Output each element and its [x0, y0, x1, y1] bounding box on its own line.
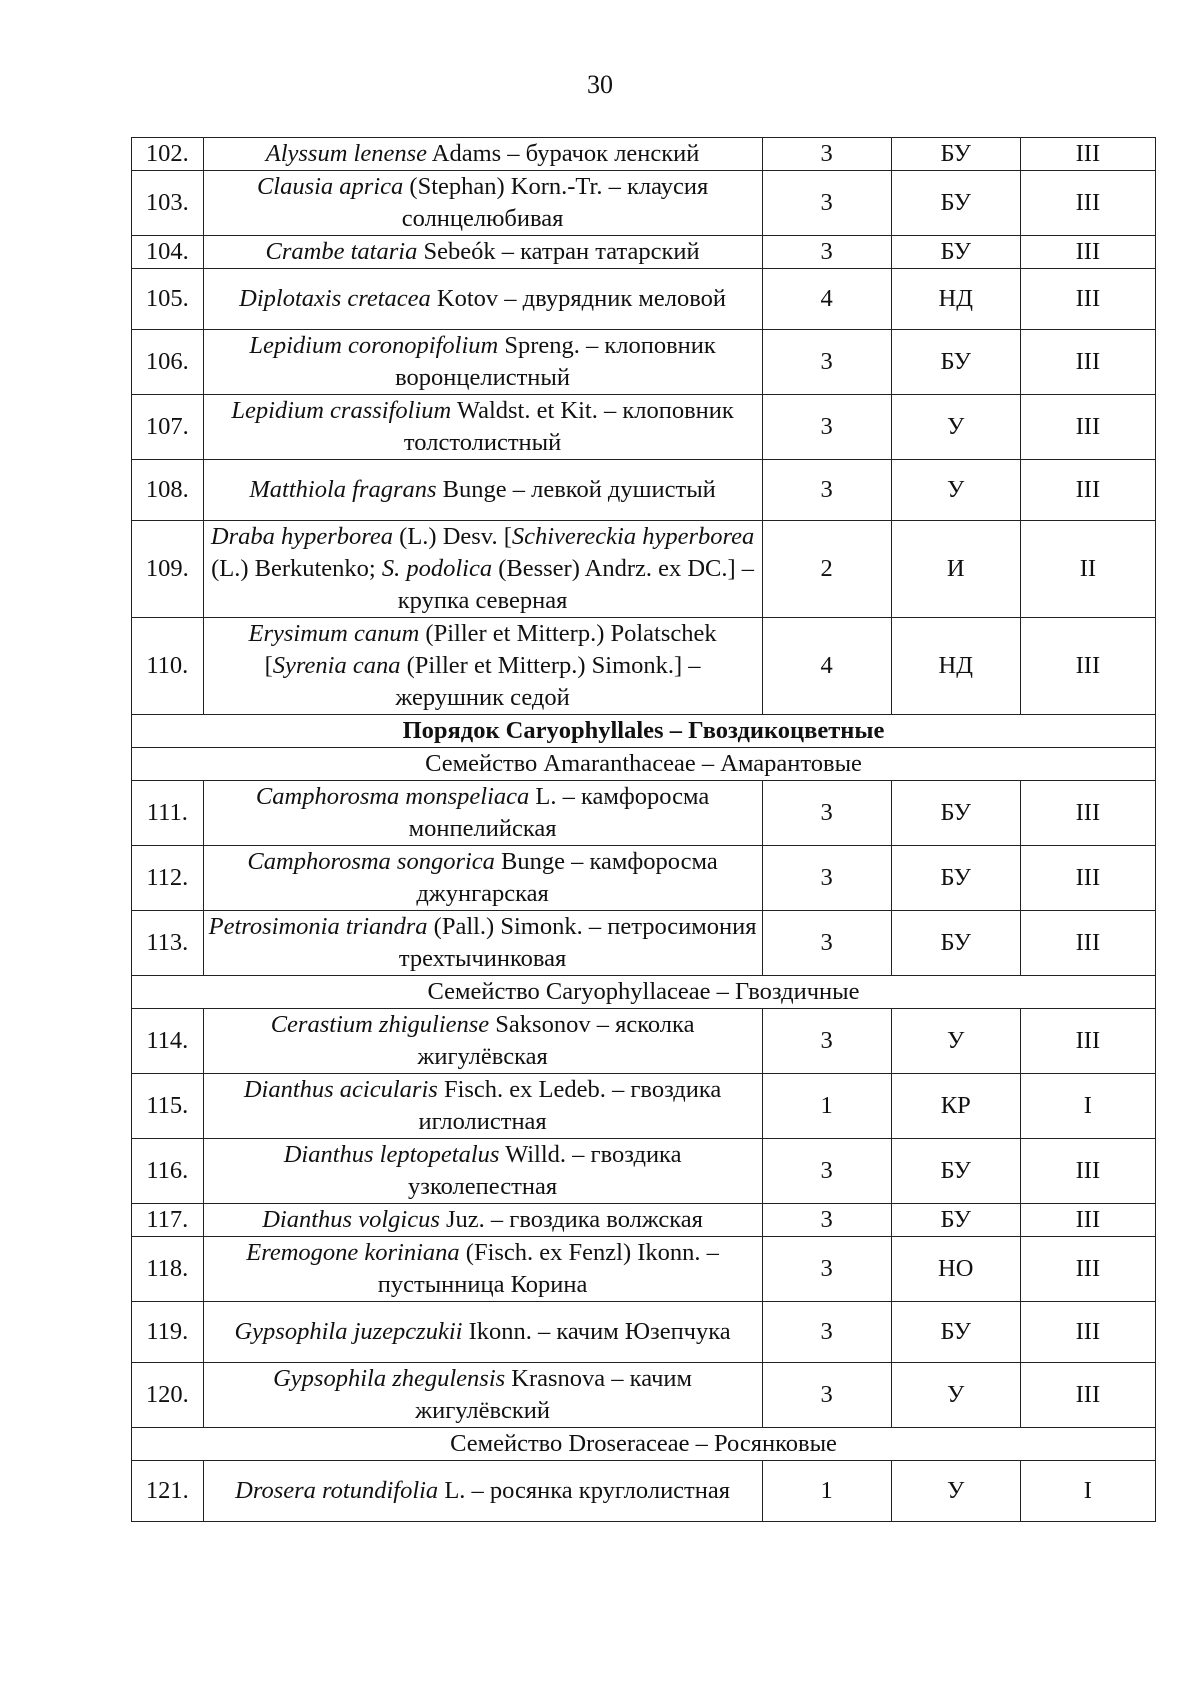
species-name: [203, 1074, 762, 1139]
row-number: 117.: [132, 1204, 204, 1237]
order-heading: Порядок Caryophyllales – Гвоздикоцветные: [132, 715, 1156, 748]
category-cell: 3: [762, 1009, 891, 1074]
priority-cell: III: [1020, 171, 1155, 236]
category-cell: 3: [762, 171, 891, 236]
row-number: 114.: [132, 1009, 204, 1074]
name-text: Willd. – гвоздика узколепестная: [408, 1141, 682, 1200]
status-cell: БУ: [891, 1302, 1020, 1363]
species-row: [132, 460, 1156, 521]
category-cell: 3: [762, 236, 891, 269]
row-number: 120.: [132, 1363, 204, 1428]
category-cell: 1: [762, 1074, 891, 1139]
priority-cell: III: [1020, 846, 1155, 911]
row-number: 110.: [132, 618, 204, 715]
species-name: [203, 171, 762, 236]
row-number: 116.: [132, 1139, 204, 1204]
row-number: 121.: [132, 1461, 204, 1522]
category-cell: 4: [762, 618, 891, 715]
name-text: (L.) Berkutenko;: [211, 555, 382, 582]
priority-cell: I: [1020, 1074, 1155, 1139]
category-cell: 3: [762, 138, 891, 171]
species-name: [203, 618, 762, 715]
name-text: Waldst. et Kit. – клоповник толстолистный: [403, 397, 734, 456]
name-text: L. – росянка круглолистная: [438, 1477, 731, 1504]
priority-cell: III: [1020, 781, 1155, 846]
status-cell: У: [891, 395, 1020, 460]
row-number: 109.: [132, 521, 204, 618]
species-table: [131, 137, 1156, 1522]
species-row: [132, 1074, 1156, 1139]
species-row: [132, 1237, 1156, 1302]
category-cell: 1: [762, 1461, 891, 1522]
priority-cell: III: [1020, 395, 1155, 460]
latin-name: Cerastium zhiguliense: [270, 1011, 490, 1038]
row-number: 111.: [132, 781, 204, 846]
status-cell: НД: [891, 269, 1020, 330]
row-number: 119.: [132, 1302, 204, 1363]
status-cell: БУ: [891, 330, 1020, 395]
species-row: [132, 618, 1156, 715]
species-name: [203, 1461, 762, 1522]
species-name: [203, 521, 762, 618]
row-number: 108.: [132, 460, 204, 521]
category-cell: 3: [762, 330, 891, 395]
status-cell: И: [891, 521, 1020, 618]
species-row: [132, 171, 1156, 236]
name-text: Krasnova – качим жигулёвский: [415, 1365, 693, 1424]
latin-name: Gypsophila zhegulensis: [273, 1365, 506, 1392]
latin-name: Lepidium crassifolium: [231, 397, 452, 424]
category-cell: 3: [762, 911, 891, 976]
species-name: [203, 1237, 762, 1302]
latin-name: Camphorosma monspeliaca: [255, 783, 530, 810]
latin-name: Gypsophila juzepczukii: [234, 1318, 463, 1345]
family-heading-row: [132, 748, 1156, 781]
row-number: 106.: [132, 330, 204, 395]
latin-name: Drosera rotundifolia: [235, 1477, 439, 1504]
category-cell: 4: [762, 269, 891, 330]
name-text: Sebeók – катран татарский: [417, 238, 700, 265]
species-name: [203, 1363, 762, 1428]
species-row: [132, 846, 1156, 911]
family-heading-row: [132, 976, 1156, 1009]
table-body: [132, 138, 1156, 1522]
name-text: Juz. – гвоздика волжская: [439, 1206, 703, 1233]
species-row: [132, 781, 1156, 846]
species-row: [132, 1302, 1156, 1363]
status-cell: КР: [891, 1074, 1020, 1139]
priority-cell: III: [1020, 330, 1155, 395]
species-name: [203, 269, 762, 330]
row-number: 113.: [132, 911, 204, 976]
latin-name: Eremogone koriniana: [246, 1239, 460, 1266]
priority-cell: III: [1020, 460, 1155, 521]
category-cell: 3: [762, 395, 891, 460]
latin-name: Schivereckia hyperborea: [511, 523, 755, 550]
row-number: 102.: [132, 138, 204, 171]
latin-name: Dianthus leptopetalus: [283, 1141, 500, 1168]
status-cell: БУ: [891, 171, 1020, 236]
priority-cell: III: [1020, 618, 1155, 715]
category-cell: 3: [762, 1363, 891, 1428]
status-cell: НД: [891, 618, 1020, 715]
status-cell: БУ: [891, 846, 1020, 911]
row-number: 104.: [132, 236, 204, 269]
name-text: (L.) Desv. [: [393, 523, 512, 550]
latin-name: S. podolica: [381, 555, 493, 582]
status-cell: БУ: [891, 1139, 1020, 1204]
priority-cell: I: [1020, 1461, 1155, 1522]
latin-name: Camphorosma songorica: [247, 848, 495, 875]
latin-name: Diplotaxis cretacea: [239, 285, 431, 312]
latin-name: Matthiola fragrans: [249, 476, 437, 503]
priority-cell: III: [1020, 1204, 1155, 1237]
name-text: Spreng. – клоповник воронцелистный: [395, 332, 716, 391]
latin-name: Dianthus volgicus: [262, 1206, 440, 1233]
species-name: [203, 1204, 762, 1237]
category-cell: 3: [762, 1237, 891, 1302]
species-name: [203, 138, 762, 171]
priority-cell: III: [1020, 1139, 1155, 1204]
priority-cell: II: [1020, 521, 1155, 618]
status-cell: У: [891, 1363, 1020, 1428]
species-row: [132, 1139, 1156, 1204]
category-cell: 3: [762, 781, 891, 846]
name-text: Bunge – камфоросма джунгарская: [416, 848, 718, 907]
species-name: [203, 1009, 762, 1074]
latin-name: Draba hyperborea: [210, 523, 394, 550]
latin-name: Dianthus acicularis: [243, 1076, 438, 1103]
species-row: [132, 1009, 1156, 1074]
status-cell: БУ: [891, 781, 1020, 846]
species-row: [132, 330, 1156, 395]
name-text: Fisch. ex Ledeb. – гвоздика иглолистная: [418, 1076, 722, 1135]
priority-cell: III: [1020, 911, 1155, 976]
category-cell: 3: [762, 460, 891, 521]
status-cell: У: [891, 1009, 1020, 1074]
species-row: [132, 236, 1156, 269]
status-cell: БУ: [891, 1204, 1020, 1237]
name-text: Saksonov – ясколка жигулёвская: [417, 1011, 695, 1070]
species-row: [132, 395, 1156, 460]
name-text: (Besser) Andrz. ex DC.] – крупка северная: [397, 555, 755, 614]
priority-cell: III: [1020, 1237, 1155, 1302]
species-name: [203, 330, 762, 395]
category-cell: 3: [762, 846, 891, 911]
latin-name: Petrosimonia triandra: [208, 913, 428, 940]
row-number: 107.: [132, 395, 204, 460]
name-text: (Stephan) Korn.-Tr. – клаусия солнцелюбивая: [401, 173, 709, 232]
status-cell: БУ: [891, 911, 1020, 976]
priority-cell: III: [1020, 1009, 1155, 1074]
status-cell: НО: [891, 1237, 1020, 1302]
category-cell: 3: [762, 1302, 891, 1363]
species-name: [203, 395, 762, 460]
name-text: (Pall.) Simonk. – петросимония трехтычинковая: [398, 913, 757, 972]
species-row: [132, 1363, 1156, 1428]
species-row: [132, 1204, 1156, 1237]
priority-cell: III: [1020, 138, 1155, 171]
family-heading: Семейство Caryophyllaceae – Гвоздичные: [132, 976, 1156, 1009]
name-text: Ikonn. – качим Юзепчука: [462, 1318, 731, 1345]
species-name: [203, 1302, 762, 1363]
priority-cell: III: [1020, 1302, 1155, 1363]
category-cell: 3: [762, 1204, 891, 1237]
name-text: (Piller et Mitterp.) Simonk.] – жерушник седой: [395, 652, 701, 711]
name-text: Adams – бурачок ленский: [426, 140, 700, 167]
species-row: [132, 269, 1156, 330]
species-name: [203, 1139, 762, 1204]
family-heading-row: [132, 1428, 1156, 1461]
name-text: L. – камфоросма монпелийская: [408, 783, 710, 842]
latin-name: Lepidium coronopifolium: [249, 332, 499, 359]
species-name: [203, 911, 762, 976]
species-row: [132, 138, 1156, 171]
latin-name: Alyssum lenense: [265, 140, 427, 167]
priority-cell: III: [1020, 269, 1155, 330]
row-number: 105.: [132, 269, 204, 330]
priority-cell: III: [1020, 1363, 1155, 1428]
species-name: [203, 460, 762, 521]
category-cell: 2: [762, 521, 891, 618]
status-cell: У: [891, 460, 1020, 521]
family-heading: Семейство Droseraceae – Росянковые: [132, 1428, 1156, 1461]
species-row: [132, 521, 1156, 618]
latin-name: Clausia aprica: [256, 173, 404, 200]
species-row: [132, 911, 1156, 976]
row-number: 103.: [132, 171, 204, 236]
row-number: 118.: [132, 1237, 204, 1302]
family-heading: Семейство Amaranthaceae – Амарантовые: [132, 748, 1156, 781]
status-cell: У: [891, 1461, 1020, 1522]
priority-cell: III: [1020, 236, 1155, 269]
page-number: 30: [587, 70, 613, 99]
species-name: [203, 236, 762, 269]
order-heading-row: [132, 715, 1156, 748]
status-cell: БУ: [891, 236, 1020, 269]
species-name: [203, 846, 762, 911]
name-text: (Fisch. ex Fenzl) Ikonn. – пустынница Корина: [377, 1239, 719, 1298]
species-name: [203, 781, 762, 846]
category-cell: 3: [762, 1139, 891, 1204]
latin-name: Crambe tataria: [265, 238, 418, 265]
row-number: 112.: [132, 846, 204, 911]
latin-name: Erysimum canum: [248, 620, 420, 647]
latin-name: Syrenia cana: [272, 652, 401, 679]
row-number: 115.: [132, 1074, 204, 1139]
name-text: Bunge – левкой душистый: [436, 476, 716, 503]
species-row: [132, 1461, 1156, 1522]
name-text: (Piller et Mitterp.) Polatschek [: [264, 620, 717, 679]
name-text: Kotov – двурядник меловой: [430, 285, 726, 312]
status-cell: БУ: [891, 138, 1020, 171]
